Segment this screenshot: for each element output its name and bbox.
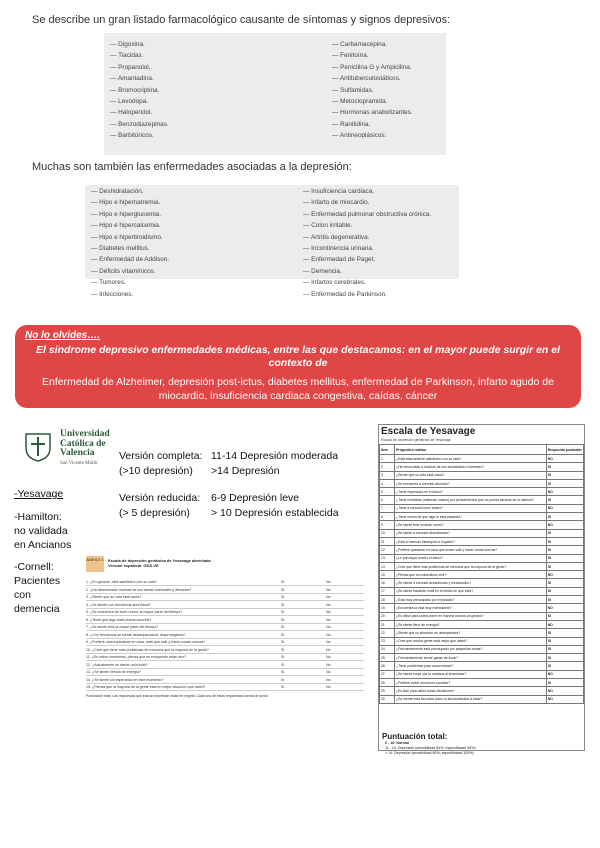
yesavage-title: Escala de Yesavage — [381, 426, 476, 437]
yesavage-subtitle: Escala de depresión geriátrica de Yesavage — [381, 438, 451, 442]
reminder-banner — [15, 325, 581, 408]
drug-list-right — [332, 39, 413, 142]
table-row: 11 ¿Está a menudo intranquilo e inquieto? SI — [380, 537, 584, 545]
form-question: 2. ¿Ha abandonado muchas de sus tareas habituales y aficiones? Sí No — [86, 588, 364, 592]
table-row: 19 ¿Encuentra la vida muy estimulante? NO — [380, 604, 584, 612]
form-question: 5. ¿Se encuentra de buen humor la mayor parte del tiempo? Sí No — [86, 610, 364, 614]
form-badge: ANEXO 1 — [86, 556, 104, 572]
form-footer: Puntuación total: Las respuestas que indican depresión están en negrita. Cada una de estas respuestas cuenta un punto. — [86, 694, 269, 698]
table-row: 22 ¿Siente que su situación es desesperada? SI — [380, 629, 584, 637]
university-name: Universidad Católica de Valencia San Vicente Mártir — [60, 429, 110, 466]
table-header: Item — [380, 445, 395, 455]
list-item: — Colon irritable. — [303, 222, 353, 230]
table-row: 25 ¿Frecuentemente siente ganas de llorar? SI — [380, 654, 584, 662]
list-item: — Hormonas anabolizantes. — [332, 109, 413, 117]
version-short-label: Versión reducida: — [119, 492, 201, 504]
list-item: — Hipo e hipertiroidismo. — [91, 233, 163, 241]
list-item: — Infarto de miocardio. — [303, 199, 370, 207]
list-item: — Barbitúricos. — [110, 132, 154, 140]
form-title: Escala de depresión geriátrica de Yesavage abreviada Versión española: GDS-VE — [108, 558, 211, 568]
yesavage-table — [379, 444, 584, 704]
scale-cornell-note: Pacientes — [14, 575, 61, 587]
form-question: 14. ¿Se siente sin esperanza en este momento? Sí No — [86, 678, 364, 682]
form-question: 13. ¿Se siente lleno/a de energía? Sí No — [86, 670, 364, 674]
list-item: — Digoxina. — [110, 41, 145, 48]
form-question: 7. ¿Se siente feliz la mayor parte del tiempo? Sí No — [86, 625, 364, 629]
table-row: 3 ¿Siente que su vida está vacía? SI — [380, 471, 584, 479]
version-short-threshold: (> 5 depresión) — [119, 507, 190, 519]
table-row: 20 ¿Es difícil para usted poner en marcha nuevos proyectos? SI — [380, 612, 584, 620]
table-row: 8 ¿Tiene miedo de que algo le está pasando? SI — [380, 513, 584, 521]
list-item: — Antituberculostáticos. — [332, 75, 401, 83]
diseases-intro-text: Muchas son también las enfermedades asociadas a la depresión: — [32, 161, 352, 173]
list-item: — Tiacidas. — [110, 52, 144, 60]
form-header — [86, 556, 364, 578]
table-row: 12 ¿Prefiere quedarse en casa que acaso salir y hacer cosas nuevas? SI — [380, 546, 584, 554]
version-full-range: 11-14 Depresión moderada — [211, 450, 339, 462]
table-row: 18 ¿Está muy preocupado por el pasado? SI — [380, 596, 584, 604]
disease-list-right — [303, 186, 431, 300]
drug-list-box — [104, 33, 446, 155]
table-row: 10 ¿Se siente a menudo abandonado? SI — [380, 529, 584, 537]
table-row: 26 ¿Tiene problemas para concentrarse? SI — [380, 662, 584, 670]
table-row: 14 ¿Cree que tiene más problemas de memoria que la mayoría de la gente? SI — [380, 562, 584, 570]
form-question: 8. ¿Con frecuencia se siente desamparado/a, desprotegido/a? Sí No — [86, 633, 364, 637]
table-row: 15 ¿Piensa que es maravilloso vivir? NO — [380, 571, 584, 579]
list-item: — Infartos cerebrales. — [303, 279, 366, 287]
list-item: — Deshidratación. — [91, 188, 144, 195]
version-short-range: 6-9 Depresión leve — [211, 492, 300, 504]
table-row: 28 ¿Prefiere evitar reuniones sociales? SI — [380, 679, 584, 687]
table-row: 30 ¿Su mente está tan clara como lo acostumbraba a estar? NO — [380, 695, 584, 703]
university-crest-icon — [24, 432, 52, 462]
version-short-severe: > 10 Depresión establecida — [211, 507, 339, 519]
scale-hamilton-note: no validada — [14, 525, 68, 537]
gds-short-form — [86, 556, 364, 700]
table-row: 23 ¿Cree que mucha gente está mejor que usted? SI — [380, 637, 584, 645]
list-item: — Tumores. — [91, 279, 126, 287]
table-row: 7 ¿Tiene a menudo buen ánimo? NO — [380, 504, 584, 512]
table-row: 1 ¿Está básicamente satisfecho con su vida? NO — [380, 455, 584, 463]
table-row: 27 ¿Se siente mejor por la mañana al levantarse? NO — [380, 670, 584, 678]
list-item: — Benzodiazepinas. — [110, 120, 169, 128]
disease-list-left — [91, 186, 169, 300]
scale-hamilton-note2: en Ancianos — [14, 539, 72, 551]
list-item: — Enfermedad de Addison. — [91, 256, 170, 264]
list-item: — Infecciones. — [91, 290, 134, 298]
scale-yesavage-label: -Yesavage — [14, 488, 64, 500]
drug-list-left — [110, 39, 169, 142]
disease-list-box — [85, 185, 459, 298]
list-item: — Insuficiencia cardiaca. — [303, 188, 375, 195]
list-item: — Demencia. — [303, 267, 342, 275]
scale-cornell-note2: con — [14, 589, 31, 601]
table-row: 13 ¿Le preocupa mucho el futuro? SI — [380, 554, 584, 562]
list-item: — Haloperidol. — [110, 109, 153, 117]
form-question: 15. ¿Piensa que la mayoría de la gente está en mejor situación que usted? Sí No — [86, 685, 364, 689]
table-row: 21 ¿Se siente lleno de energía? NO — [380, 620, 584, 628]
table-header: Respuesta puntuable — [546, 445, 583, 455]
intro-text: Se describe un gran listado farmacológico causante de síntomas y signos depresivos: — [32, 14, 451, 26]
form-question: 10. ¿Cree que tiene más problemas de memoria que la mayoría de la gente? Sí No — [86, 648, 364, 652]
table-row: 4 ¿Se encuentra a menudo aburrido? SI — [380, 479, 584, 487]
list-item: — Bromocriptina. — [110, 86, 160, 94]
list-item: — Hipo e hipercalcemia. — [91, 222, 161, 230]
list-item: — Penicilina G y Ampicilina. — [332, 63, 412, 71]
version-full-label: Versión completa: — [119, 450, 203, 462]
table-row: 16 ¿Se siente a menudo desanimado y melancólico? SI — [380, 579, 584, 587]
university-logo — [24, 430, 114, 470]
list-item: — Hipo e hiperglucemia. — [91, 210, 161, 218]
total-score-title: Puntuación total: — [382, 732, 448, 741]
list-item: — Amantadina. — [110, 75, 154, 83]
version-full-severe: >14 Depresión — [211, 465, 280, 477]
table-row: 9 ¿Se siente feliz muchas veces? NO — [380, 521, 584, 529]
scale-cornell-label: -Cornell: — [14, 561, 54, 573]
reminder-disease-list: Enfermedad de Alzheimer, depresión post-ictus, diabetes mellitus, enfermedad de Parkinson, infarto agudo de miocardio, insuficiencia cardiaca congestiva, caídas, cáncer — [42, 376, 554, 402]
form-question: 3. ¿Siente que su vida está vacía? Sí No — [86, 595, 364, 599]
total-score-ranges: 0 - 10: Normal 11 - 14: Depresión (sensibilidad 84%; especificidad 95%) > 14: Depresión (sensibilidad 80%; especificidad 100%) — [385, 741, 476, 755]
table-row: 6 ¿Tiene molestias (malestar, mareo) por pensamientos que no pueda sacarse de la cabeza? SI — [380, 496, 584, 504]
form-question: 1. ¿En general, está satisfecho con su vida? Sí No — [86, 580, 364, 584]
yesavage-table-panel — [378, 424, 585, 755]
table-row: 5 ¿Tiene esperanza en el futuro? NO — [380, 488, 584, 496]
form-question: 12. ¿Actualmente se siente un/a inútil? Sí No — [86, 663, 364, 667]
list-item: — Enfermedad de Paget. — [303, 256, 376, 264]
list-item: — Propanolol. — [110, 63, 151, 71]
scale-cornell-note3: demencia — [14, 603, 60, 615]
scale-hamilton-label: -Hamilton: — [14, 511, 62, 523]
list-item: — Déficits vitamínicos. — [91, 267, 156, 275]
form-question: 11. ¿En estos momentos, piensa que es estupendo estar vivo? Sí No — [86, 655, 364, 659]
table-row: 2 ¿Ha renunciado a muchas de sus actividades e intereses? SI — [380, 463, 584, 471]
list-item: — Sulfamidas. — [332, 86, 374, 94]
version-full-threshold: (>10 depresión) — [119, 465, 193, 477]
list-item: — Metoclopramida. — [332, 98, 388, 106]
list-item: — Levodopa. — [110, 98, 149, 106]
list-item: — Artritis degenerativa. — [303, 233, 370, 241]
reminder-title: No lo olvides…. — [25, 330, 101, 341]
form-question: 9. ¿Prefiere usted quedarse en casa, más que salir y hacer cosas nuevas? Sí No — [86, 640, 364, 644]
form-question: 4. ¿Se siente con frecuencia aburrido/a? Sí No — [86, 603, 364, 607]
table-row: 17 ¿Se siente bastante inútil en el medio en que está? SI — [380, 587, 584, 595]
list-item: — Hipo e hipernatremia. — [91, 199, 161, 207]
list-item: — Enfermedad pulmonar obstructiva crónica. — [303, 210, 432, 218]
list-item: — Antineoplásicos. — [332, 132, 387, 140]
list-item: — Ranitidina. — [332, 120, 371, 128]
list-item: — Enfermedad de Parkinson. — [303, 290, 387, 298]
list-item: — Fenitoína. — [332, 52, 369, 60]
table-header: Pregunta a realizar — [395, 445, 547, 455]
list-item: — Incontinencia urinaria. — [303, 245, 374, 253]
table-row: 29 ¿Es fácil para usted tomar decisiones? NO — [380, 687, 584, 695]
list-item: — Diabetes mellitus. — [91, 245, 150, 253]
reminder-text: El síndrome depresivo enfermedades médicas, entre las que destacamos: en el mayor puede surgir en el contexto de — [35, 344, 561, 369]
form-question: 6. ¿Teme que algo malo pueda ocurrirle? Sí No — [86, 618, 364, 622]
list-item: — Carbamacepina. — [332, 41, 388, 48]
table-row: 24 ¿Frecuentemente está preocupado por pequeñas cosas? SI — [380, 645, 584, 653]
